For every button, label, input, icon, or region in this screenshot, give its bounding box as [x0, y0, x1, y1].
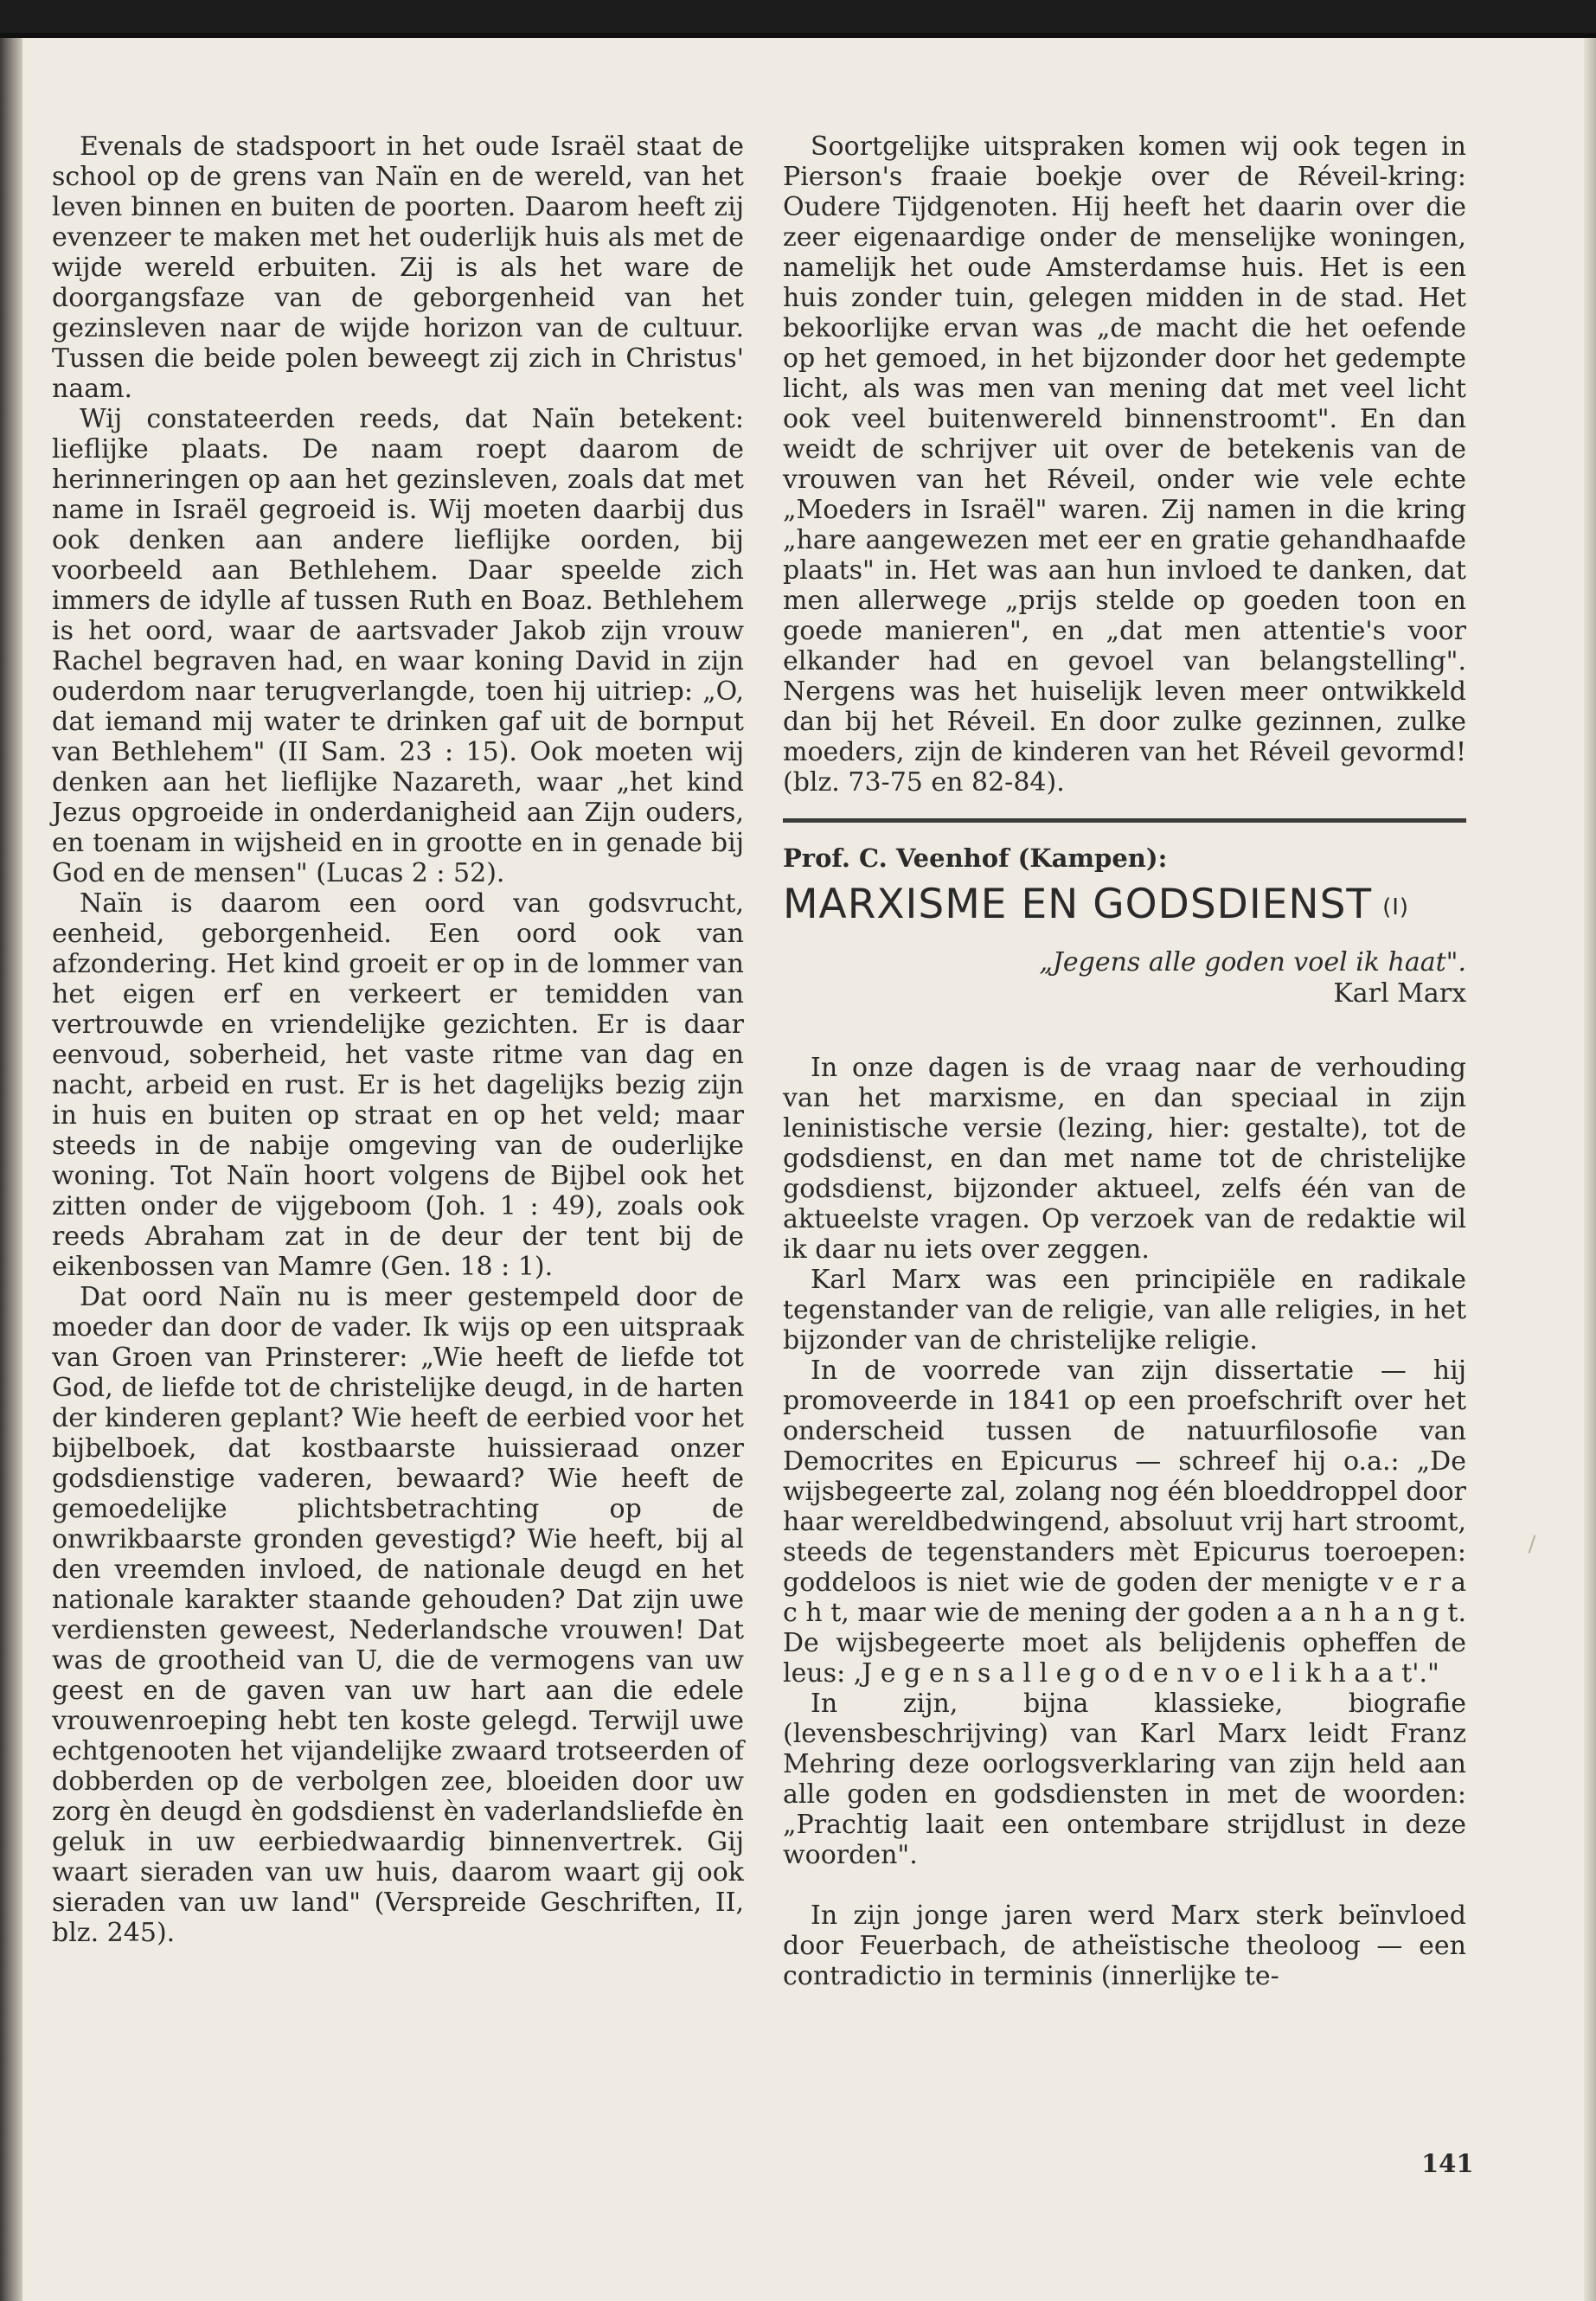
- paragraph: Dat oord Naïn nu is meer gestempeld door de moeder dan door de vader. Ik wijs op een uitspraak van Groen van Prinsterer: „Wie heeft de liefde tot God, de liefde tot de christelijke deugd, in de harten der kinderen geplant? Wie heeft de eerbied voor het bijbelboek, dat kostbaarste huissieraad onzer godsdienstige vaderen, bewaard? Wie heeft de gemoedelijke plichtsbetrachting op de onwrikbaarste gronden gevestigd? Wie heeft, bij al den vreemden invloed, de nationale deugd en het nationale karakter staande gehouden? Dat zijn uwe verdiensten geweest, Nederlandsche vrouwen! Dat was de grootheid van U, die de vermogens van uw geest en de gaven van uw hart aan die edele vrouwenroeping hebt ten koste gelegd. Terwijl uwe echtgenooten het vijandelijke zwaard trotseerden of dobberden op de verbolgen zee, bloeiden door uw zorg èn deugd èn godsdienst èn vaderlandsliefde èn geluk in uw eerbiedwaardig binnenvertrek. Gij waart sieraden van uw huis, daarom waart gij ook sieraden van uw land" (Verspreide Geschriften, II, blz. 245).: [52, 1282, 744, 1948]
- paragraph: In zijn, bijna klassieke, biografie (levensbeschrijving) van Karl Marx leidt Franz Mehring deze oorlogsverklaring van zijn held aan alle goden en godsdiensten in met de woorden: „Prachtig laait een ontembare strijdlust in deze woorden".: [783, 1688, 1466, 1870]
- paper-mark: [1529, 1535, 1536, 1554]
- paragraph: In onze dagen is de vraag naar de verhouding van het marxisme, en dan speciaal in zijn leninistische versie (lezing, hier: gestalte), tot de godsdienst, en dan met name tot de christelijke godsdienst, bijzonder aktueel, zelfs één van de aktueelste vragen. Op verzoek van de redaktie wil ik daar nu iets over zeggen.: [783, 1052, 1466, 1265]
- paragraph: In zijn jonge jaren werd Marx sterk beïnvloed door Feuerbach, de atheïstische theoloog — een contradictio in terminis (innerlijke te-: [783, 1900, 1466, 1991]
- article-title-text: MARXISME EN GODSDIENST: [783, 881, 1373, 928]
- section-divider: [783, 818, 1466, 823]
- paragraph: Evenals de stadspoort in het oude Israël staat de school op de grens van Naïn en de wereld, van het leven binnen en buiten de poorten. Daarom heeft zij evenzeer te maken met het ouderlijk huis als met de wijde wereld erbuiten. Zij is als het ware de doorgangsfaze van de geborgenheid van het gezinsleven naar de wijde horizon van de cultuur. Tussen die beide polen beweegt zij zich in Christus' naam.: [52, 131, 744, 404]
- left-column: [52, 131, 744, 1948]
- right-column: [783, 131, 1466, 1991]
- paragraph: Naïn is daarom een oord van godsvrucht, eenheid, geborgenheid. Een oord ook van afzondering. Het kind groeit er op in de lommer van het eigen erf en verkeert er temidden van vertrouwde en vriendelijke gezichten. Er is daar eenvoud, soberheid, het vaste ritme van dag en nacht, arbeid en rust. Er is het dagelijks bezig zijn in huis en buiten op straat en op het veld; maar steeds in de nabije omgeving van de ouderlijke woning. Tot Naïn hoort volgens de Bijbel ook het zitten onder de vijgeboom (Joh. 1 : 49), zoals ook reeds Abraham zat in de deur der tent bij de eikenbossen van Mamre (Gen. 18 : 1).: [52, 888, 744, 1282]
- page-number: 141: [1421, 2149, 1474, 2178]
- paragraph: Soortgelijke uitspraken komen wij ook tegen in Pierson's fraaie boekje over de Réveil-kring: Oudere Tijdgenoten. Hij heeft het daarin over die zeer eigenaardige onder de menselijke woningen, namelijk het oude Amsterdamse huis. Het is een huis zonder tuin, gelegen midden in de stad. Het bekoorlijke ervan was „de macht die het oefende op het gemoed, in het bijzonder door het gedempte licht, als was men van mening dat met veel licht ook veel buitenwereld binnenstroomt". En dan weidt de schrijver uit over de betekenis van de vrouwen van het Réveil, onder wie vele echte „Moeders in Israël" waren. Zij namen in die kring „hare aangewezen met eer en gratie gehandhaafde plaats" in. Het was aan hun invloed te danken, dat men allerwege „prijs stelde op goeden toon en goede manieren", en „dat men attentie's voor elkander had en gevoel van belangstelling". Nergens was het huiselijk leven meer ontwikkeld dan bij het Réveil. En door zulke gezinnen, zulke moeders, zijn de kinderen van het Réveil gevormd! (blz. 73-75 en 82-84).: [783, 131, 1466, 798]
- article-title: [783, 881, 1466, 932]
- book-spine: [0, 38, 22, 2301]
- article-title-note: (I): [1382, 894, 1410, 920]
- page-edge: [1584, 38, 1596, 2301]
- paragraph: In de voorrede van zijn dissertatie — hij promoveerde in 1841 op een proefschrift over het onderscheid tussen de natuurfilosofie van Democrites en Epicurus — schreef hij o.a.: „De wijsbegeerte zal, zolang nog één bloeddroppel door haar wereldbedwingend, absoluut vrij hart stroomt, steeds de tegenstanders mèt Epicurus toeroepen: goddeloos is niet wie de goden der menigte v e r a c h t, maar wie de mening der goden a a n h a n g t. De wijsbegeerte moet als belijdenis opheffen de leus: ,J e g e n s a l l e g o d e n v o e l i k h a a t'.": [783, 1355, 1466, 1689]
- article-motto-author: Karl Marx: [1333, 977, 1466, 1009]
- page: [0, 33, 1596, 2301]
- paragraph: Wij constateerden reeds, dat Naïn betekent: lieflijke plaats. De naam roept daarom de herinneringen op aan het gezinsleven, zoals dat met name in Israël gegroeid is. Wij moeten daarbij dus ook denken aan andere lieflijke oorden, bij voorbeeld aan Bethlehem. Daar speelde zich immers de idylle af tussen Ruth en Boaz. Bethlehem is het oord, waar de aartsvader Jakob zijn vrouw Rachel begraven had, en waar koning David in zijn ouderdom naar terugverlangde, toen hij uitriep: „O, dat iemand mij water te drinken gaf uit de bornput van Bethlehem" (II Sam. 23 : 15). Ook moeten wij denken aan het lieflijke Nazareth, waar „het kind Jezus opgroeide in onderdanigheid aan Zijn ouders, en toenam in wijsheid en in grootte en in genade bij God en de mensen" (Lucas 2 : 52).: [52, 404, 744, 888]
- paragraph: Karl Marx was een principiële en radikale tegenstander van de religie, van alle religies, in het bijzonder van de christelijke religie.: [783, 1264, 1466, 1356]
- article-motto: „Jegens alle goden voel ik haat".: [1039, 946, 1466, 977]
- article-byline: Prof. C. Veenhof (Kampen):: [783, 843, 1168, 873]
